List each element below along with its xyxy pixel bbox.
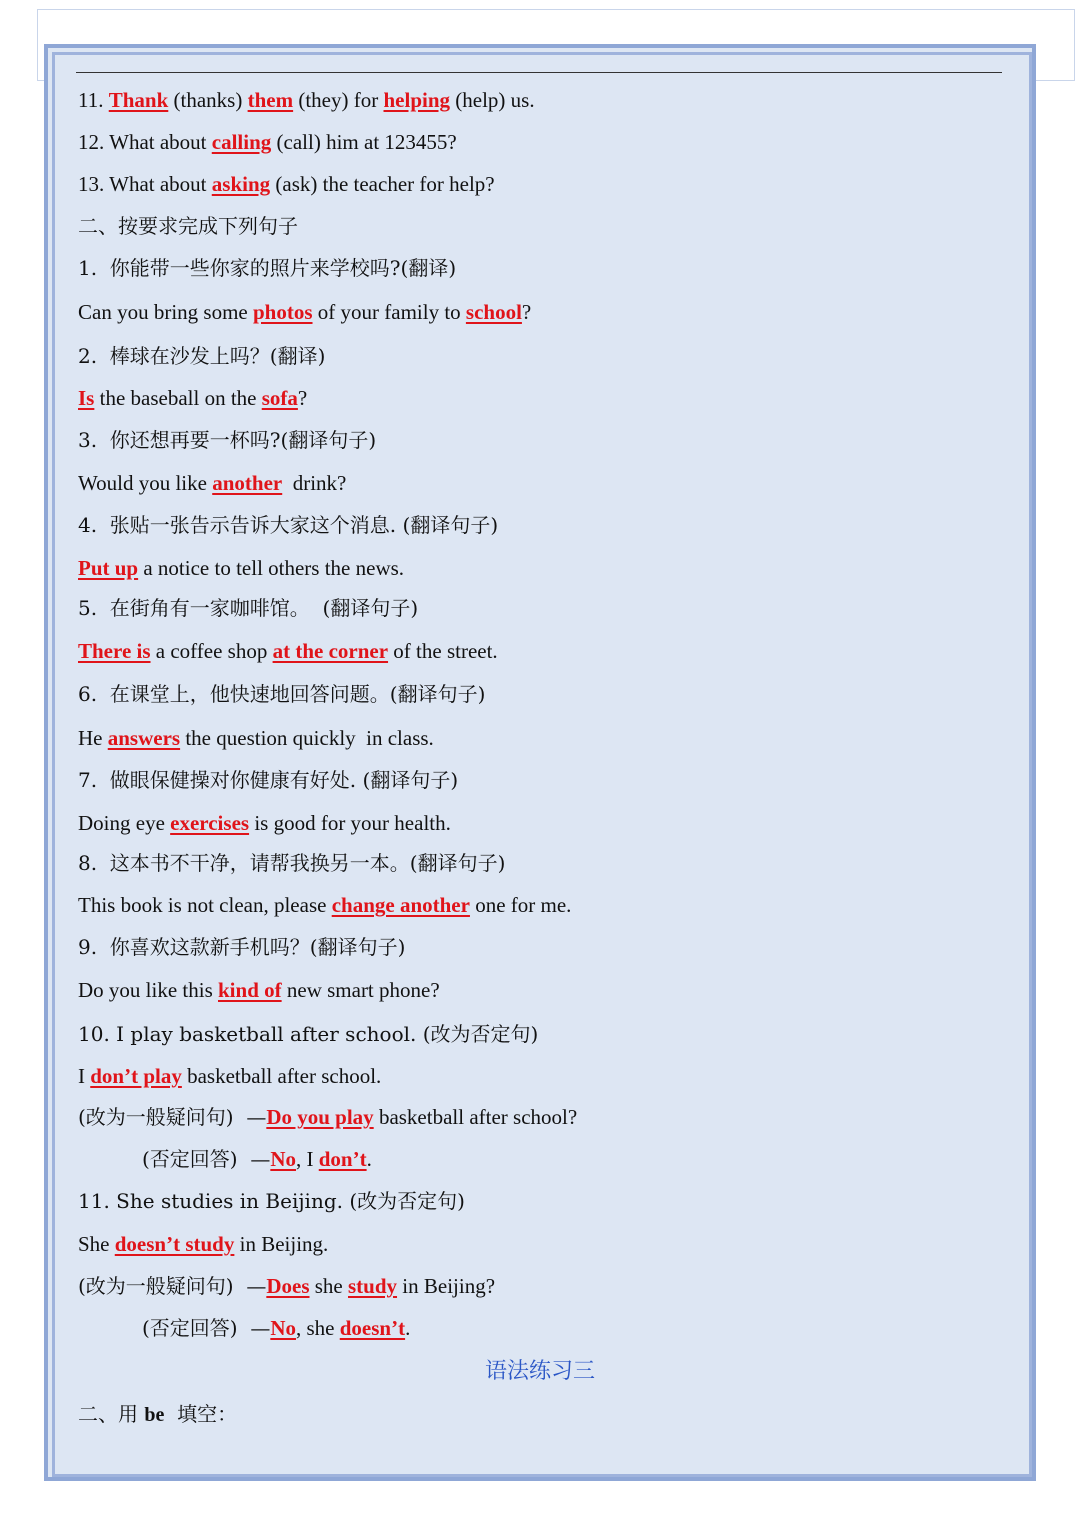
header-rule — [76, 72, 1002, 73]
line-text: (否定回答) — — [142, 1316, 271, 1340]
answer-text: kind of — [218, 978, 282, 1002]
exercise-line — [78, 86, 535, 114]
line-text: in Beijing. — [234, 1232, 329, 1256]
exercise-line — [78, 891, 571, 919]
line-text: basketball after school. — [181, 1064, 382, 1088]
answer-text: don’t — [318, 1147, 367, 1171]
line-text: 二、按要求完成下列句子 — [78, 214, 298, 238]
line-text: (否定回答) — — [142, 1147, 271, 1171]
line-text: she — [309, 1274, 348, 1298]
line-text: (改为一般疑问句) — — [78, 1105, 267, 1129]
line-text: 12. What about — [78, 130, 212, 154]
answer-text: No — [270, 1147, 296, 1171]
heading-bold-word: be — [144, 1404, 165, 1426]
exercise-line — [78, 426, 376, 454]
line-text: 8. 这本书不干净，请帮我换另一本。(翻译句子) — [78, 851, 506, 875]
line-text: . — [366, 1147, 372, 1171]
line-text: . — [405, 1316, 411, 1340]
line-text: of the street. — [388, 639, 498, 663]
heading-suffix: 填空： — [164, 1402, 238, 1426]
exercise-line — [78, 1187, 465, 1215]
line-text: Can you bring some — [78, 300, 253, 324]
exercise-line — [78, 384, 307, 412]
exercise-line — [78, 976, 440, 1004]
exercise-line — [78, 933, 405, 961]
exercise-line — [78, 594, 418, 622]
line-text: 9. 你喜欢这款新手机吗？(翻译句子) — [78, 935, 406, 959]
exercise-line — [78, 298, 531, 326]
answer-text: calling — [211, 130, 272, 154]
answer-text: Does — [266, 1274, 310, 1298]
exercise-line — [78, 1103, 577, 1131]
answer-text: at the corner — [272, 639, 389, 663]
line-text: is good for your health. — [249, 811, 451, 835]
line-text: This book is not clean, please — [78, 893, 332, 917]
answer-text: sofa — [261, 386, 298, 410]
exercise-line — [78, 212, 298, 240]
answer-text: doesn’t — [339, 1316, 406, 1340]
answer-text: helping — [383, 88, 451, 112]
line-text: the baseball on the — [94, 386, 262, 410]
exercise-line — [78, 554, 404, 582]
answer-text: answers — [107, 726, 181, 750]
line-text: a coffee shop — [150, 639, 273, 663]
line-text: new smart phone? — [281, 978, 440, 1002]
exercise-line — [78, 1020, 538, 1048]
line-text: Do you like this — [78, 978, 218, 1002]
exercise-line — [78, 511, 498, 539]
answer-text: them — [247, 88, 294, 112]
exercise-line — [78, 1272, 495, 1300]
answer-text: change another — [331, 893, 470, 917]
line-text: Would you like — [78, 471, 213, 495]
line-text: 5. 在街角有一家咖啡馆。 (翻译句子) — [78, 596, 419, 620]
line-text: 3. 你还想再要一杯吗?(翻译句子) — [78, 428, 377, 452]
line-text: 13. What about — [78, 172, 212, 196]
line-text: 10. I play basketball after school. (改为否定句) — [78, 1022, 539, 1046]
answer-text: No — [270, 1316, 296, 1340]
line-text: 6. 在课堂上，他快速地回答问题。(翻译句子) — [78, 682, 486, 706]
answer-text: asking — [211, 172, 271, 196]
exercise-line — [78, 680, 485, 708]
line-text: (call) him at 123455? — [271, 130, 457, 154]
answer-text: study — [348, 1274, 398, 1298]
exercise-line — [78, 170, 495, 198]
line-text: 1. 你能带一些你家的照片来学校吗?(翻译) — [78, 256, 457, 280]
line-text: Doing eye — [78, 811, 171, 835]
exercise-line — [78, 1230, 328, 1258]
line-text: a notice to tell others the news. — [138, 556, 405, 580]
section-title: 语法练习三 — [484, 1359, 595, 1384]
exercise-line — [78, 637, 498, 665]
line-text: 7. 做眼保健操对你健康有好处. (翻译句子) — [78, 768, 459, 792]
exercise-line — [142, 1314, 410, 1342]
line-text: in Beijing? — [397, 1274, 496, 1298]
line-text: (改为一般疑问句) — — [78, 1274, 267, 1298]
exercise-line — [78, 809, 451, 837]
line-text: 11. — [78, 88, 109, 112]
line-text: one for me. — [469, 893, 572, 917]
line-text: , I — [296, 1147, 319, 1171]
line-text: of your family to — [312, 300, 466, 324]
answer-text: exercises — [170, 811, 250, 835]
exercise-line — [78, 1062, 381, 1090]
line-text: 11. She studies in Beijing. (改为否定句) — [78, 1189, 465, 1213]
answer-text: don’t play — [90, 1064, 182, 1088]
exercise-line — [78, 342, 325, 370]
answer-text: school — [465, 300, 522, 324]
exercise-line — [78, 724, 434, 752]
fill-in-be-heading — [78, 1400, 237, 1429]
line-text: the question quickly in class. — [180, 726, 434, 750]
answer-text: Do you play — [266, 1105, 374, 1129]
answer-text: doesn’t study — [114, 1232, 235, 1256]
line-text: drink? — [282, 471, 347, 495]
exercise-line — [78, 766, 458, 794]
line-text: (ask) the teacher for help? — [270, 172, 495, 196]
exercise-line — [78, 849, 505, 877]
line-text: ? — [521, 300, 532, 324]
answer-text: There is — [78, 639, 151, 663]
exercise-line — [142, 1145, 372, 1173]
line-text: (they) for — [293, 88, 384, 112]
line-text: (thanks) — [168, 88, 248, 112]
exercise-line — [78, 128, 457, 156]
line-text: I — [78, 1064, 91, 1088]
line-text: He — [78, 726, 108, 750]
line-text: , she — [296, 1316, 340, 1340]
line-text: 2. 棒球在沙发上吗？(翻译) — [78, 344, 326, 368]
answer-text: another — [212, 471, 283, 495]
answer-text: Put up — [78, 556, 139, 580]
heading-prefix: 二、用 — [78, 1402, 145, 1426]
line-text: (help) us. — [450, 88, 535, 112]
line-text: She — [78, 1232, 115, 1256]
answer-text: photos — [252, 300, 313, 324]
line-text: ? — [297, 386, 308, 410]
exercise-line — [78, 469, 346, 497]
answer-text: Is — [78, 386, 95, 410]
answer-text: Thank — [108, 88, 169, 112]
line-text: 4. 张贴一张告示告诉大家这个消息. (翻译句子) — [78, 513, 499, 537]
line-text: basketball after school? — [373, 1105, 578, 1129]
exercise-line — [78, 254, 456, 282]
